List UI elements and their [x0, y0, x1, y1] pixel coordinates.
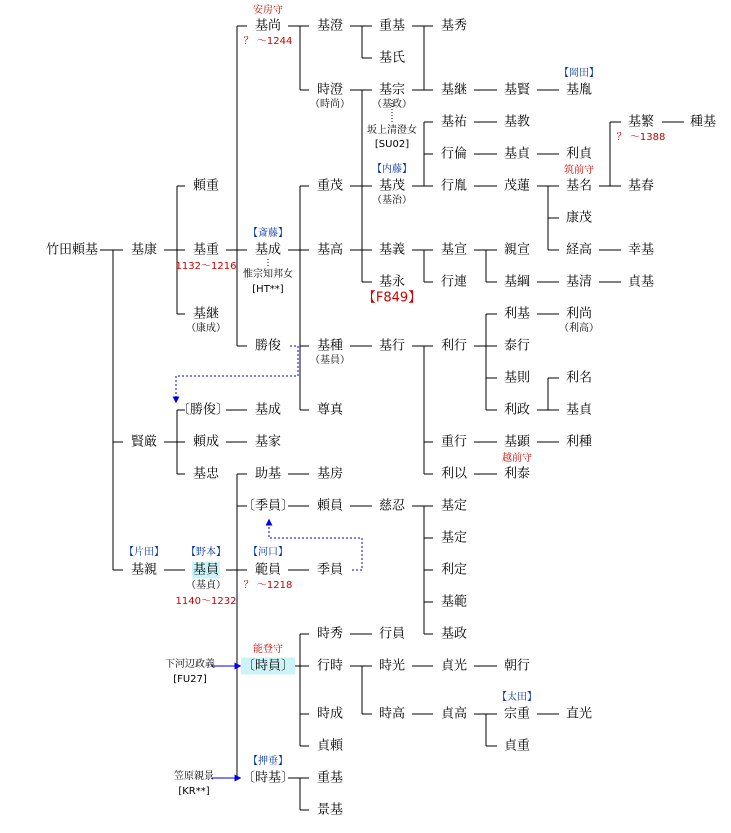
person-motokazu: 基員 — [192, 562, 220, 578]
person-naomitsu: 直光 — [565, 706, 593, 722]
person-yukitsura: 行連 — [440, 274, 468, 290]
person-suketomo: 助基 — [254, 466, 282, 482]
person-kenshuku: 賢厳 — [130, 434, 158, 450]
person-suekazu2: 季員 — [316, 562, 344, 578]
person-toshimasa: 利政 — [503, 402, 531, 418]
tag-nomoto: 【野本】 — [186, 547, 226, 558]
person-toshina: 利名 — [565, 370, 593, 386]
person-motosada: 基貞 — [503, 146, 531, 162]
person-yorishige: 頼重 — [192, 178, 220, 194]
person-toshisada: 利貞 — [565, 146, 593, 162]
tag-oshitare: 【押垂】 — [248, 756, 288, 767]
note-motonao-years: ？ 〜1244 — [243, 36, 293, 47]
person-mototane: 基種 — [316, 338, 344, 354]
tag-kawaguchi: 【河口】 — [248, 547, 288, 558]
person-mototsugu: 基継 — [192, 306, 220, 322]
person-toshinao: 利尚 — [565, 306, 593, 322]
person-motomasa: 基政 — [440, 626, 468, 642]
note-motoshige-years: 1132〜1216 — [175, 261, 237, 272]
note-norikazu-years: ？ 〜1218 — [243, 580, 293, 591]
person-shigeshige: 重茂 — [316, 178, 344, 194]
person-toshitane: 利種 — [565, 434, 593, 450]
person-sadamoto: 貞基 — [627, 274, 655, 290]
person-shigeyuki: 重行 — [440, 434, 468, 450]
person-taiko: 泰行 — [503, 338, 531, 354]
note-mototsugu-sub: （康成） — [186, 323, 226, 334]
person-toshiyuki: 利行 — [440, 338, 468, 354]
person-motoharu: 基春 — [627, 178, 655, 194]
note-kr: [KR**] — [178, 786, 210, 797]
note-motoshige2-years: ？ 〜1388 — [616, 132, 666, 143]
person-mototaka: 基高 — [316, 242, 344, 258]
note-kasahara: 笠原親景 — [174, 771, 214, 782]
person-norikazu: 範員 — [254, 562, 282, 578]
note-shimokobe: 下河辺政義 — [165, 659, 215, 670]
tag-ota: 【太田】 — [497, 692, 537, 703]
person-motomune: 基宗 — [378, 82, 406, 98]
person-yukimoto: 幸基 — [627, 242, 655, 258]
person-motosuke: 基祐 — [440, 114, 468, 130]
note-ht: [HT**] — [252, 284, 284, 295]
person-tokitaka: 時高 — [378, 706, 406, 722]
tag-saito: 【斎藤】 — [248, 228, 288, 239]
note-f849: 【F849】 — [362, 290, 422, 306]
person-motosumi: 基澄 — [316, 18, 344, 34]
person-tokinari: 時成 — [316, 706, 344, 722]
person-tokihide: 時秀 — [316, 626, 344, 642]
note-motoshige3-sub: （基治） — [372, 195, 412, 206]
person-sadashige: 貞重 — [503, 738, 531, 754]
person-motohide: 基秀 — [440, 18, 468, 34]
tag-katada: 【片田】 — [124, 547, 164, 558]
person-motonori3: 基範 — [440, 594, 468, 610]
person-chikanobu: 親宣 — [503, 242, 531, 258]
person-motonobu: 基宣 — [440, 242, 468, 258]
person-tsunetaka: 経高 — [565, 242, 593, 258]
person-motokata: 基賢 — [503, 82, 531, 98]
person-motoyasu: 基康 — [130, 242, 158, 258]
tag-okada: 【岡田】 — [559, 68, 599, 79]
person-katsutoshi-b: 〔勝俊〕 — [176, 402, 230, 418]
note-motomune-sub: （基政） — [372, 99, 412, 110]
person-tanemoto: 種基 — [689, 114, 717, 130]
note-aki-no-kami: 安房守 — [253, 5, 283, 16]
note-toshinao-sub: （利高） — [559, 323, 599, 334]
person-mototsugu-b: 基継 — [440, 82, 468, 98]
person-yorikazu: 頼員 — [316, 498, 344, 514]
person-motoei: 基永 — [378, 274, 406, 290]
person-shigeren: 茂蓮 — [503, 178, 531, 194]
note-motokazu-sub: （基貞） — [186, 580, 226, 591]
person-tomoyuki: 朝行 — [503, 658, 531, 674]
person-tokimitsu: 時光 — [378, 658, 406, 674]
person-tokikazu: 〔時員〕 — [241, 658, 295, 674]
person-yorinari: 頼成 — [192, 434, 220, 450]
person-motonari: 基成 — [254, 242, 282, 258]
person-jinin: 慈忍 — [378, 498, 406, 514]
person-mototsuna: 基綱 — [503, 274, 531, 290]
person-shigemoto2: 重基 — [316, 770, 344, 786]
note-echizen: 越前守 — [502, 453, 532, 464]
person-motoyuki: 基行 — [378, 338, 406, 354]
person-toshisada2: 利定 — [440, 562, 468, 578]
person-sadayori: 貞頼 — [316, 738, 344, 754]
person-kagemoto: 景基 — [316, 802, 344, 818]
person-yorimoto: 竹田頼基 — [45, 242, 99, 258]
person-motoyoshi-a: 基胤 — [565, 82, 593, 98]
note-noto: 能登守 — [253, 644, 283, 655]
note-chikuzen: 筑前守 — [564, 165, 594, 176]
person-yukitane: 行胤 — [440, 178, 468, 194]
person-toshimochi: 利以 — [440, 466, 468, 482]
note-tokisumi-sub: （時尚） — [310, 99, 350, 110]
person-motonori: 基教 — [503, 114, 531, 130]
person-motochika: 基親 — [130, 562, 158, 578]
note-motokazu-years: 1140〜1232 — [175, 596, 237, 607]
note-sakanoue-wife: 坂上清澄女 — [367, 125, 417, 136]
person-motoaki: 基顕 — [503, 434, 531, 450]
person-motoshige: 基重 — [192, 242, 220, 258]
person-motonori2: 基則 — [503, 370, 531, 386]
person-shigemoto: 重基 — [378, 18, 406, 34]
person-motonari-b: 基成 — [254, 402, 282, 418]
person-motosada2: 基貞 — [565, 402, 593, 418]
person-yukikazu: 行員 — [378, 626, 406, 642]
person-toshiyasu: 利泰 — [503, 466, 531, 482]
person-sadamitsu: 貞光 — [440, 658, 468, 674]
person-motoshige3: 基茂 — [378, 178, 406, 194]
person-motosada4: 基定 — [440, 530, 468, 546]
person-motokiyo: 基清 — [565, 274, 593, 290]
note-koremune: 惟宗知邦女 — [243, 269, 293, 280]
person-motoie: 基家 — [254, 434, 282, 450]
note-mototane-sub: （基員） — [310, 355, 350, 366]
person-motouji: 基氏 — [378, 50, 406, 66]
person-motofusa: 基房 — [316, 466, 344, 482]
person-motoshige2: 基繁 — [627, 114, 655, 130]
person-yukitomo: 行倫 — [440, 146, 468, 162]
person-motona: 基名 — [565, 178, 593, 194]
person-katsutoshi: 勝俊 — [254, 338, 282, 354]
person-yasushige: 康茂 — [565, 210, 593, 226]
tag-naito: 【内藤】 — [372, 164, 412, 175]
person-yukitoki: 行時 — [316, 658, 344, 674]
person-sonshin: 尊真 — [316, 402, 344, 418]
person-toshimoto: 利基 — [503, 306, 531, 322]
person-sadataka: 貞高 — [440, 706, 468, 722]
person-motoyoshi-b: 基義 — [378, 242, 406, 258]
person-motochu: 基忠 — [192, 466, 220, 482]
person-muneshige: 宗重 — [503, 706, 531, 722]
note-fu27: [FU27] — [173, 674, 207, 685]
person-suekazu: 〔季員〕 — [241, 498, 295, 514]
note-su02: [SU02] — [374, 139, 410, 150]
person-motonao: 基尚 — [254, 18, 282, 34]
person-tokisumi: 時澄 — [316, 82, 344, 98]
person-motosada3: 基定 — [440, 498, 468, 514]
person-tokimoto: 〔時基〕 — [241, 770, 295, 786]
